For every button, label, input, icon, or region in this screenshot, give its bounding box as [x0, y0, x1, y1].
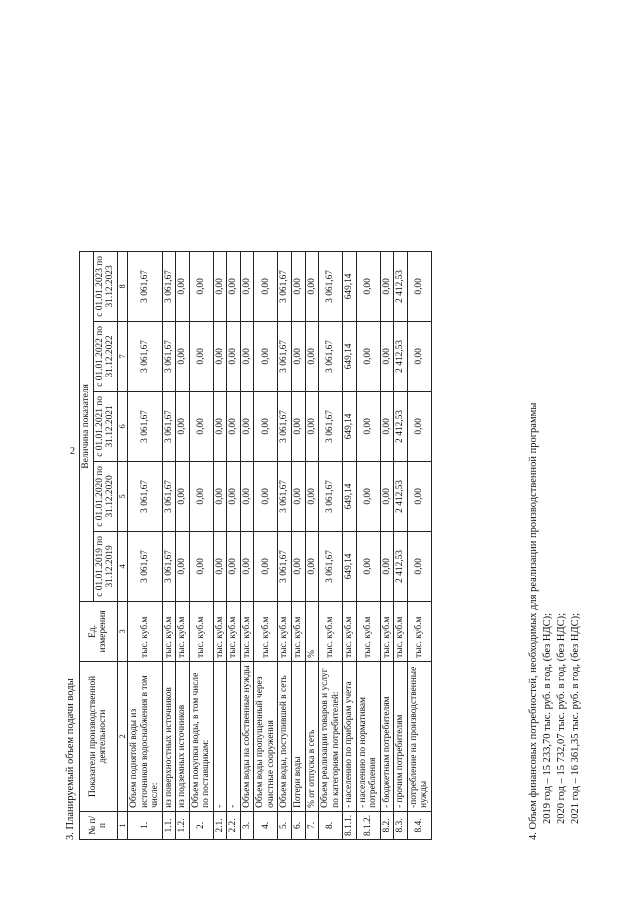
header-period: с 01.01.2022 по 31.12.2022	[93, 321, 117, 391]
column-index: 8	[117, 251, 128, 321]
table-row	[380, 251, 394, 839]
row-value: 0,00	[176, 391, 190, 461]
row-value: 0,00	[189, 321, 213, 391]
row-number: 1.1.	[162, 811, 176, 839]
row-unit: тыс. куб.м	[356, 601, 380, 661]
row-value: 0,00	[356, 531, 380, 601]
row-value: 0,00	[213, 531, 227, 601]
column-index: 7	[117, 321, 128, 391]
row-unit: тыс. куб.м	[128, 601, 163, 661]
water-supply-table	[79, 251, 432, 840]
row-value: 0,00	[356, 321, 380, 391]
row-value: 0,00	[305, 251, 319, 321]
row-indicator: - населению по приборам учета	[343, 661, 357, 811]
row-value: 3 061,67	[319, 391, 343, 461]
table-row	[189, 251, 213, 839]
row-value: 0,00	[189, 391, 213, 461]
row-value: 0,00	[380, 531, 394, 601]
rotated-content	[65, 50, 585, 840]
row-value: 0,00	[176, 321, 190, 391]
row-value: 0,00	[254, 321, 278, 391]
table-row	[319, 251, 343, 839]
row-value: 0,00	[305, 321, 319, 391]
row-number: 8.2.	[380, 811, 394, 839]
row-value: 0,00	[254, 531, 278, 601]
header-period: с 01.01.2020 по 31.12.2020	[93, 461, 117, 531]
row-value: 0,00	[254, 251, 278, 321]
row-value: 3 061,67	[278, 251, 292, 321]
row-unit: тыс. куб.м	[254, 601, 278, 661]
row-number: 2.2.	[227, 811, 241, 839]
row-number: 5.	[278, 811, 292, 839]
row-indicator: -	[213, 661, 227, 811]
row-number: 2.	[189, 811, 213, 839]
page-number: 2	[70, 446, 75, 457]
row-indicator: Потери воды	[292, 661, 306, 811]
table-row	[292, 251, 306, 839]
row-value: 3 061,67	[319, 251, 343, 321]
column-index: 6	[117, 391, 128, 461]
header-group: Величина показателя	[80, 251, 94, 601]
row-value: 0,00	[407, 391, 431, 461]
notes-title: 4. Объем финансовых потребностей, необходимых для реализации производственной программы	[528, 402, 539, 840]
column-index: 5	[117, 461, 128, 531]
row-value: 0,00	[213, 251, 227, 321]
row-value: 0,00	[292, 461, 306, 531]
row-unit: тыс. куб.м	[240, 601, 254, 661]
row-value: 0,00	[240, 391, 254, 461]
row-unit: тыс. куб.м	[176, 601, 190, 661]
row-value: 0,00	[292, 251, 306, 321]
header-unit: Ед. измерения	[80, 601, 118, 661]
notes-line-2020: 2020 год – 15 732,07 тыс. руб. в год, (без НДС);	[556, 612, 567, 824]
row-value: 0,00	[356, 251, 380, 321]
row-value: 3 061,67	[128, 391, 163, 461]
header-indicator: Показатели производственной деятельности	[80, 661, 118, 811]
row-value: 2 412,53	[394, 531, 408, 601]
row-value: 3 061,67	[319, 531, 343, 601]
row-indicator: - населению по нормативам потребления	[356, 661, 380, 811]
row-number: 8.	[319, 811, 343, 839]
row-indicator: из поверхностных источников	[162, 661, 176, 811]
row-number: 7.	[305, 811, 319, 839]
row-value: 3 061,67	[278, 391, 292, 461]
row-value: 3 061,67	[128, 321, 163, 391]
row-value: 0,00	[227, 251, 241, 321]
row-number: 8.1.2.	[356, 811, 380, 839]
table-row	[213, 251, 227, 839]
notes-line-2019: 2019 год – 15 233,70 тыс. руб. в год, (без НДС);	[542, 612, 553, 824]
row-value: 3 061,67	[162, 461, 176, 531]
row-value: 0,00	[380, 321, 394, 391]
row-unit: тыс. куб.м	[394, 601, 408, 661]
row-value: 3 061,67	[278, 461, 292, 531]
row-value: 0,00	[292, 391, 306, 461]
table-row	[407, 251, 431, 839]
row-value: 0,00	[305, 461, 319, 531]
column-index: 3	[117, 601, 128, 661]
table-row	[343, 251, 357, 839]
column-index-row	[117, 251, 128, 839]
row-indicator: Объем воды пропущенный через очистные сооружения	[254, 661, 278, 811]
row-value: 0,00	[189, 531, 213, 601]
row-indicator: Объем воды, поступившей в сеть	[278, 661, 292, 811]
row-value: 0,00	[240, 461, 254, 531]
row-value: 0,00	[407, 531, 431, 601]
row-value: 0,00	[380, 461, 394, 531]
row-number: 2.1.	[213, 811, 227, 839]
row-value: 0,00	[240, 321, 254, 391]
row-value: 0,00	[227, 391, 241, 461]
row-value: 649,14	[343, 531, 357, 601]
row-indicator: -	[227, 661, 241, 811]
row-value: 3 061,67	[162, 251, 176, 321]
row-value: 0,00	[305, 531, 319, 601]
row-value: 3 061,67	[319, 321, 343, 391]
row-value: 0,00	[176, 461, 190, 531]
table-body	[128, 251, 432, 839]
row-value: 3 061,67	[319, 461, 343, 531]
row-unit: тыс. куб.м	[380, 601, 394, 661]
row-unit: тыс. куб.м	[162, 601, 176, 661]
row-number: 3.	[240, 811, 254, 839]
row-value: 3 061,67	[128, 461, 163, 531]
column-index: 4	[117, 531, 128, 601]
row-value: 0,00	[407, 251, 431, 321]
table-row	[254, 251, 278, 839]
row-value: 2 412,53	[394, 391, 408, 461]
row-number: 4.	[254, 811, 278, 839]
row-value: 0,00	[227, 461, 241, 531]
table-row	[128, 251, 163, 839]
row-value: 0,00	[254, 461, 278, 531]
header-period: с 01.01.2023 по 31.12.2023	[93, 251, 117, 321]
table-row	[176, 251, 190, 839]
row-number: 1.	[128, 811, 163, 839]
row-number: 6.	[292, 811, 306, 839]
table-row	[356, 251, 380, 839]
row-value: 3 061,67	[162, 531, 176, 601]
row-value: 0,00	[407, 321, 431, 391]
row-value: 0,00	[189, 461, 213, 531]
row-unit: тыс. куб.м	[189, 601, 213, 661]
row-value: 0,00	[189, 251, 213, 321]
row-unit: %	[305, 601, 319, 661]
column-index: 1	[117, 811, 128, 839]
table-row	[394, 251, 408, 839]
notes-line-2021: 2021 год – 16 361,35 тыс. руб. в год, (без НДС);	[570, 612, 581, 824]
row-value: 649,14	[343, 391, 357, 461]
row-number: 8.4.	[407, 811, 431, 839]
row-value: 649,14	[343, 251, 357, 321]
row-unit: тыс. куб.м	[213, 601, 227, 661]
header-period: с 01.01.2021 по 31.12.2021	[93, 391, 117, 461]
row-value: 0,00	[240, 251, 254, 321]
row-unit: тыс. куб.м	[227, 601, 241, 661]
header-num: № п/п	[80, 811, 118, 839]
row-value: 0,00	[227, 321, 241, 391]
row-indicator: Объем реализации товаров и услуг по категориям потребителей:	[319, 661, 343, 811]
row-number: 8.1.1.	[343, 811, 357, 839]
financial-notes	[527, 403, 583, 840]
section-title: 3. Планируемый объем подачи воды	[65, 678, 76, 840]
row-unit: тыс. куб.м	[292, 601, 306, 661]
row-indicator: -потребление на производственные нужды	[407, 661, 431, 811]
table-row	[305, 251, 319, 839]
row-value: 0,00	[240, 531, 254, 601]
row-unit: тыс. куб.м	[407, 601, 431, 661]
row-value: 649,14	[343, 461, 357, 531]
table-row	[240, 251, 254, 839]
row-value: 0,00	[356, 461, 380, 531]
row-indicator: из подземных источников	[176, 661, 190, 811]
row-indicator: % от отпуска в сеть	[305, 661, 319, 811]
row-value: 0,00	[305, 391, 319, 461]
row-unit: тыс. куб.м	[278, 601, 292, 661]
row-value: 0,00	[213, 321, 227, 391]
row-value: 3 061,67	[162, 391, 176, 461]
row-value: 0,00	[292, 321, 306, 391]
row-value: 3 061,67	[128, 251, 163, 321]
row-value: 3 061,67	[128, 531, 163, 601]
row-value: 0,00	[292, 531, 306, 601]
row-value: 0,00	[213, 461, 227, 531]
row-value: 3 061,67	[278, 321, 292, 391]
row-value: 0,00	[407, 461, 431, 531]
row-value: 3 061,67	[162, 321, 176, 391]
row-value: 0,00	[213, 391, 227, 461]
row-unit: тыс. куб.м	[319, 601, 343, 661]
row-value: 0,00	[176, 531, 190, 601]
table-row	[278, 251, 292, 839]
row-unit: тыс. куб.м	[343, 601, 357, 661]
row-indicator: Объем поднятой воды из источников водоснабжения в том числе:	[128, 661, 163, 811]
table-row	[227, 251, 241, 839]
row-value: 0,00	[227, 531, 241, 601]
row-value: 649,14	[343, 321, 357, 391]
header-period: с 01.01.2019 по 31.12.2019	[93, 531, 117, 601]
row-value: 0,00	[356, 391, 380, 461]
row-value: 3 061,67	[278, 531, 292, 601]
row-value: 2 412,53	[394, 321, 408, 391]
table-row	[162, 251, 176, 839]
row-value: 0,00	[176, 251, 190, 321]
row-indicator: Объем воды на собственные нужды	[240, 661, 254, 811]
row-value: 0,00	[380, 391, 394, 461]
row-value: 2 412,53	[394, 251, 408, 321]
column-index: 2	[117, 661, 128, 811]
row-value: 0,00	[254, 391, 278, 461]
row-indicator: Объем покупки воды, в том числе по поставщикам:	[189, 661, 213, 811]
row-value: 2 412,53	[394, 461, 408, 531]
row-number: 1.2.	[176, 811, 190, 839]
row-indicator: - бюджетным потребителям	[380, 661, 394, 811]
row-number: 8.3.	[394, 811, 408, 839]
row-indicator: - прочим потребителям	[394, 661, 408, 811]
row-value: 0,00	[380, 251, 394, 321]
